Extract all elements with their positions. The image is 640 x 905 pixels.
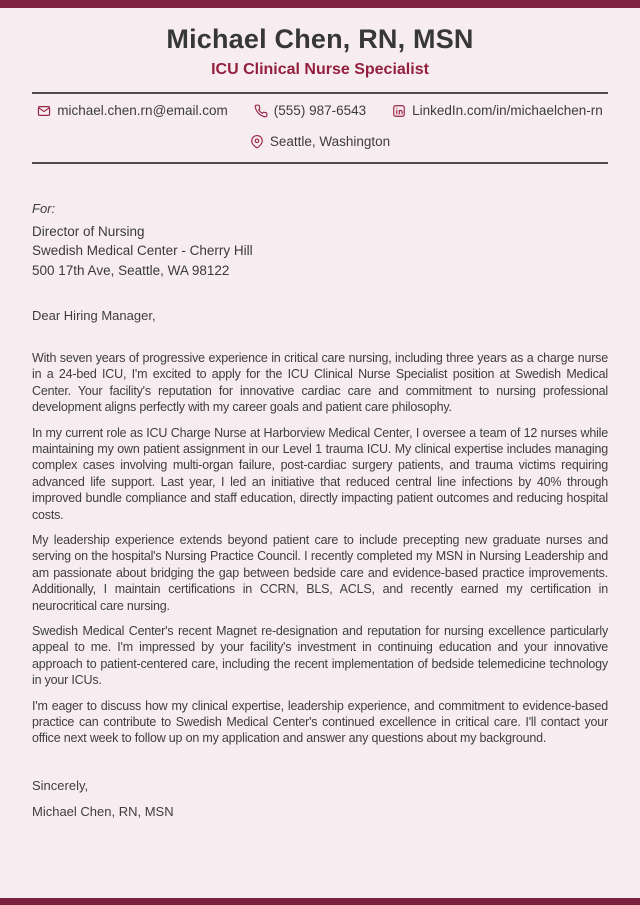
header-divider-bottom bbox=[32, 162, 608, 164]
applicant-job-title: ICU Clinical Nurse Specialist bbox=[211, 61, 429, 79]
contact-phone bbox=[254, 103, 366, 118]
recipient-address: 500 17th Ave, Seattle, WA 98122 bbox=[32, 262, 230, 278]
map-pin-icon bbox=[250, 135, 264, 149]
contact-linkedin-text: LinkedIn.com/in/michaelchen-rn bbox=[412, 103, 603, 119]
letter-paragraph-1: With seven years of progressive experience in critical care nursing, including three years as a charge nurse in a 24-bed ICU, I'm excited to apply for the ICU Clinical Nurse Specialist position at Swedish Medical Center. Your facility's reputation for innovative cardiac care and commitment to nursing professional development aligns perfectly with my career goals and patient care philosophy. bbox=[32, 350, 608, 415]
contact-linkedin bbox=[392, 103, 603, 118]
closing: Sincerely, bbox=[32, 777, 89, 793]
letter-paragraph-5: I'm eager to discuss how my clinical expertise, leadership experience, and commitment to evidence-based practice can contribute to Swedish Medical Center's continued excellence in critical care. I'll contact your office next week to follow up on my application and answer any questions about my background. bbox=[32, 698, 608, 746]
recipient-lines bbox=[32, 222, 608, 280]
letter-paragraph-2: In my current role as ICU Charge Nurse at Harborview Medical Center, I oversee a team of 12 nurses while maintaining my own patient assignment in our Level 1 trauma ICU. My clinical expertise includes managing complex cases involving multi-organ failure, post-cardiac surgery patients, and trauma victims requiring advanced life support. Last year, I led an initiative that reduced central line infections by 40% through improved bundle compliance and staff education, directly impacting patient outcomes and reducing hospital costs. bbox=[32, 425, 608, 522]
phone-icon bbox=[254, 104, 268, 118]
contact-location-text: Seattle, Washington bbox=[269, 134, 391, 150]
recipient-block bbox=[32, 200, 608, 280]
applicant-name: Michael Chen, RN, MSN bbox=[166, 24, 474, 54]
bottom-accent-bar bbox=[0, 898, 640, 905]
signature-name: Michael Chen, RN, MSN bbox=[32, 803, 174, 819]
salutation: Dear Hiring Manager, bbox=[32, 307, 156, 323]
envelope-icon bbox=[37, 104, 51, 118]
linkedin-icon bbox=[392, 104, 406, 118]
letter-paragraph-3: My leadership experience extends beyond patient care to include precepting new graduate nurses and serving on the hospital's Nursing Practice Council. I recently completed my MSN in Nursing Leadership and am passionate about bridging the gap between bedside care and evidence-based practice improvements. Additionally, I maintain certifications in CCRN, BLS, ACLS, and recently earned my certification in neurocritical care nursing. bbox=[32, 533, 608, 613]
contact-phone-text: (555) 987-6543 bbox=[273, 103, 367, 119]
letter-header bbox=[32, 24, 608, 79]
letter-paragraph-4: Swedish Medical Center's recent Magnet re-designation and reputation for nursing excellence particularly appeal to me. I'm impressed by your facility's investment in continuing education and your innovative approach to patient-centered care, including the recent implementation of bedside telemedicine technology in your ICUs. bbox=[32, 624, 608, 688]
recipient-title: Director of Nursing bbox=[32, 223, 145, 239]
top-accent-bar bbox=[0, 0, 640, 8]
contact-location bbox=[250, 134, 390, 149]
contact-row bbox=[32, 94, 608, 120]
contact-email bbox=[37, 103, 228, 118]
contact-email-text: michael.chen.rn@email.com bbox=[57, 103, 228, 119]
recipient-organization: Swedish Medical Center - Cherry Hill bbox=[32, 243, 253, 259]
location-row bbox=[32, 120, 608, 162]
recipient-for-label: For: bbox=[32, 201, 56, 217]
